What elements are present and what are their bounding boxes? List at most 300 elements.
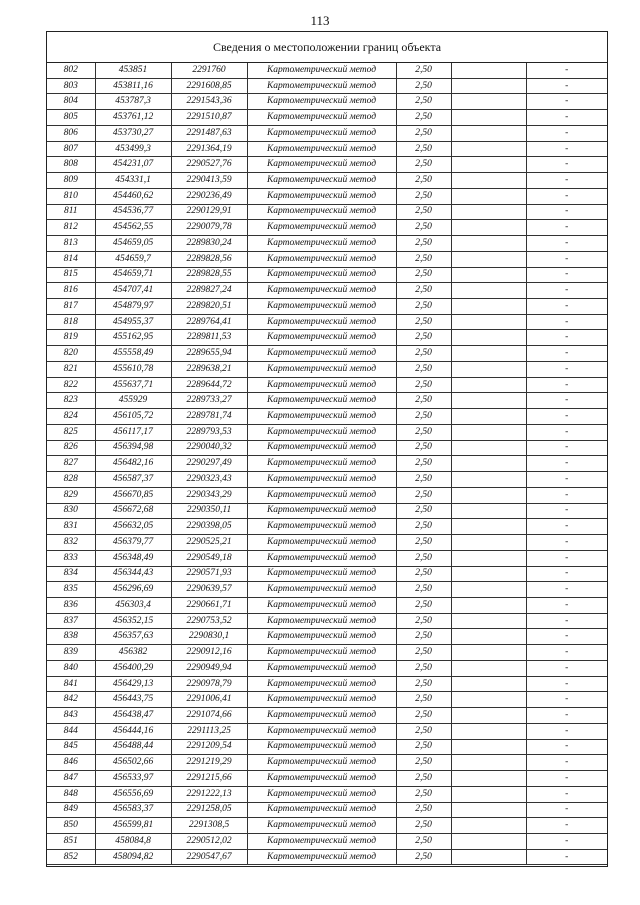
table-row: [47, 330, 607, 346]
method-cell: Картометрический метод: [247, 535, 396, 551]
accuracy-cell: 2,50: [396, 645, 451, 661]
description-cell: -: [526, 157, 607, 173]
method-cell: Картометрический метод: [247, 833, 396, 849]
x-coordinate-cell: 455558,49: [95, 346, 171, 362]
x-coordinate-cell: 453499,3: [95, 141, 171, 157]
table-row: [47, 110, 607, 126]
y-coordinate-cell: 2290527,76: [171, 157, 247, 173]
point-number-cell: 810: [47, 188, 95, 204]
y-coordinate-cell: 2290040,32: [171, 440, 247, 456]
method-cell: Картометрический метод: [247, 283, 396, 299]
method-cell: Картометрический метод: [247, 818, 396, 834]
y-coordinate-cell: 2291760: [171, 63, 247, 78]
table-row: [47, 802, 607, 818]
formula-cell: [451, 676, 526, 692]
table-row: [47, 220, 607, 236]
accuracy-cell: 2,50: [396, 393, 451, 409]
table-row: [47, 314, 607, 330]
point-number-cell: 806: [47, 125, 95, 141]
accuracy-cell: 2,50: [396, 361, 451, 377]
point-number-cell: 845: [47, 739, 95, 755]
description-cell: -: [526, 660, 607, 676]
x-coordinate-cell: 456488,44: [95, 739, 171, 755]
accuracy-cell: 2,50: [396, 346, 451, 362]
y-coordinate-cell: 2289655,94: [171, 346, 247, 362]
table-row: [47, 692, 607, 708]
point-number-cell: 848: [47, 786, 95, 802]
point-number-cell: 826: [47, 440, 95, 456]
accuracy-cell: 2,50: [396, 204, 451, 220]
accuracy-cell: 2,50: [396, 110, 451, 126]
y-coordinate-cell: 2290236,49: [171, 188, 247, 204]
page-number: 113: [310, 13, 330, 28]
formula-cell: [451, 503, 526, 519]
method-cell: Картометрический метод: [247, 849, 396, 865]
table-row: [47, 645, 607, 661]
y-coordinate-cell: 2289793,53: [171, 424, 247, 440]
table-row: [47, 519, 607, 535]
method-cell: Картометрический метод: [247, 267, 396, 283]
accuracy-cell: 2,50: [396, 629, 451, 645]
point-number-cell: 846: [47, 755, 95, 771]
point-number-cell: 852: [47, 849, 95, 865]
x-coordinate-cell: 453761,12: [95, 110, 171, 126]
description-cell: -: [526, 283, 607, 299]
y-coordinate-cell: 2291308,5: [171, 818, 247, 834]
formula-cell: [451, 692, 526, 708]
method-cell: Картометрический метод: [247, 456, 396, 472]
y-coordinate-cell: 2291219,29: [171, 755, 247, 771]
y-coordinate-cell: 2291543,36: [171, 94, 247, 110]
x-coordinate-cell: 456105,72: [95, 409, 171, 425]
formula-cell: [451, 818, 526, 834]
accuracy-cell: 2,50: [396, 173, 451, 189]
method-cell: Картометрический метод: [247, 629, 396, 645]
table-caption: Сведения о местоположении границ объекта: [47, 32, 607, 63]
formula-cell: [451, 330, 526, 346]
table-row: [47, 409, 607, 425]
boundary-table-frame: [46, 31, 608, 867]
accuracy-cell: 2,50: [396, 267, 451, 283]
method-cell: Картометрический метод: [247, 692, 396, 708]
accuracy-cell: 2,50: [396, 251, 451, 267]
table-row: [47, 849, 607, 865]
point-number-cell: 843: [47, 708, 95, 724]
point-number-cell: 836: [47, 597, 95, 613]
table-row: [47, 456, 607, 472]
accuracy-cell: 2,50: [396, 582, 451, 598]
x-coordinate-cell: 456296,69: [95, 582, 171, 598]
x-coordinate-cell: 455162,95: [95, 330, 171, 346]
formula-cell: [451, 314, 526, 330]
accuracy-cell: 2,50: [396, 503, 451, 519]
accuracy-cell: 2,50: [396, 236, 451, 252]
point-number-cell: 818: [47, 314, 95, 330]
x-coordinate-cell: 456533,97: [95, 771, 171, 787]
accuracy-cell: 2,50: [396, 786, 451, 802]
point-number-cell: 812: [47, 220, 95, 236]
formula-cell: [451, 125, 526, 141]
formula-cell: [451, 409, 526, 425]
table-row: [47, 424, 607, 440]
method-cell: Картометрический метод: [247, 613, 396, 629]
method-cell: Картометрический метод: [247, 346, 396, 362]
point-number-cell: 832: [47, 535, 95, 551]
accuracy-cell: 2,50: [396, 802, 451, 818]
table-row: [47, 786, 607, 802]
x-coordinate-cell: 454562,55: [95, 220, 171, 236]
y-coordinate-cell: 2290912,16: [171, 645, 247, 661]
table-row: [47, 377, 607, 393]
x-coordinate-cell: 454879,97: [95, 299, 171, 315]
x-coordinate-cell: 456400,29: [95, 660, 171, 676]
description-cell: -: [526, 393, 607, 409]
point-number-cell: 835: [47, 582, 95, 598]
description-cell: -: [526, 849, 607, 865]
y-coordinate-cell: 2289781,74: [171, 409, 247, 425]
accuracy-cell: 2,50: [396, 723, 451, 739]
accuracy-cell: 2,50: [396, 849, 451, 865]
y-coordinate-cell: 2290079,78: [171, 220, 247, 236]
method-cell: Картометрический метод: [247, 299, 396, 315]
x-coordinate-cell: 453851: [95, 63, 171, 78]
method-cell: Картометрический метод: [247, 487, 396, 503]
description-cell: -: [526, 723, 607, 739]
table-row: [47, 188, 607, 204]
point-number-cell: 830: [47, 503, 95, 519]
formula-cell: [451, 660, 526, 676]
description-cell: -: [526, 330, 607, 346]
accuracy-cell: 2,50: [396, 472, 451, 488]
accuracy-cell: 2,50: [396, 739, 451, 755]
table-row: [47, 818, 607, 834]
description-cell: -: [526, 629, 607, 645]
method-cell: Картометрический метод: [247, 582, 396, 598]
y-coordinate-cell: 2289638,21: [171, 361, 247, 377]
formula-cell: [451, 487, 526, 503]
point-number-cell: 838: [47, 629, 95, 645]
description-cell: -: [526, 220, 607, 236]
accuracy-cell: 2,50: [396, 409, 451, 425]
y-coordinate-cell: 2289827,24: [171, 283, 247, 299]
description-cell: -: [526, 739, 607, 755]
table-row: [47, 346, 607, 362]
y-coordinate-cell: 2289828,55: [171, 267, 247, 283]
accuracy-cell: 2,50: [396, 63, 451, 78]
formula-cell: [451, 299, 526, 315]
accuracy-cell: 2,50: [396, 818, 451, 834]
x-coordinate-cell: 456382: [95, 645, 171, 661]
accuracy-cell: 2,50: [396, 141, 451, 157]
formula-cell: [451, 645, 526, 661]
formula-cell: [451, 188, 526, 204]
description-cell: -: [526, 110, 607, 126]
point-number-cell: 824: [47, 409, 95, 425]
x-coordinate-cell: 456394,98: [95, 440, 171, 456]
description-cell: -: [526, 141, 607, 157]
x-coordinate-cell: 454659,05: [95, 236, 171, 252]
y-coordinate-cell: 2290323,43: [171, 472, 247, 488]
y-coordinate-cell: 2290129,91: [171, 204, 247, 220]
accuracy-cell: 2,50: [396, 566, 451, 582]
x-coordinate-cell: 456429,13: [95, 676, 171, 692]
method-cell: Картометрический метод: [247, 755, 396, 771]
accuracy-cell: 2,50: [396, 660, 451, 676]
method-cell: Картометрический метод: [247, 141, 396, 157]
description-cell: -: [526, 251, 607, 267]
formula-cell: [451, 141, 526, 157]
accuracy-cell: 2,50: [396, 456, 451, 472]
description-cell: -: [526, 550, 607, 566]
accuracy-cell: 2,50: [396, 550, 451, 566]
formula-cell: [451, 393, 526, 409]
description-cell: -: [526, 645, 607, 661]
y-coordinate-cell: 2290830,1: [171, 629, 247, 645]
accuracy-cell: 2,50: [396, 188, 451, 204]
x-coordinate-cell: 456670,85: [95, 487, 171, 503]
table-row: [47, 833, 607, 849]
accuracy-cell: 2,50: [396, 676, 451, 692]
point-number-cell: 819: [47, 330, 95, 346]
y-coordinate-cell: 2291209,54: [171, 739, 247, 755]
description-cell: -: [526, 818, 607, 834]
description-cell: -: [526, 346, 607, 362]
point-number-cell: 823: [47, 393, 95, 409]
point-number-cell: 829: [47, 487, 95, 503]
y-coordinate-cell: 2290639,57: [171, 582, 247, 598]
method-cell: Картометрический метод: [247, 566, 396, 582]
table-row: [47, 597, 607, 613]
method-cell: Картометрический метод: [247, 157, 396, 173]
x-coordinate-cell: 456632,05: [95, 519, 171, 535]
description-cell: -: [526, 676, 607, 692]
point-number-cell: 814: [47, 251, 95, 267]
point-number-cell: 844: [47, 723, 95, 739]
formula-cell: [451, 361, 526, 377]
point-number-cell: 807: [47, 141, 95, 157]
method-cell: Картометрический метод: [247, 771, 396, 787]
method-cell: Картометрический метод: [247, 503, 396, 519]
description-cell: -: [526, 833, 607, 849]
description-cell: -: [526, 188, 607, 204]
description-cell: -: [526, 755, 607, 771]
formula-cell: [451, 424, 526, 440]
description-cell: -: [526, 78, 607, 94]
y-coordinate-cell: 2291074,66: [171, 708, 247, 724]
point-number-cell: 804: [47, 94, 95, 110]
table-row: [47, 236, 607, 252]
x-coordinate-cell: 454955,37: [95, 314, 171, 330]
table-row: [47, 582, 607, 598]
table-row: [47, 723, 607, 739]
table-row: [47, 94, 607, 110]
description-cell: -: [526, 771, 607, 787]
y-coordinate-cell: 2289828,56: [171, 251, 247, 267]
method-cell: Картометрический метод: [247, 330, 396, 346]
description-cell: -: [526, 503, 607, 519]
y-coordinate-cell: 2290661,71: [171, 597, 247, 613]
formula-cell: [451, 550, 526, 566]
table-row: [47, 361, 607, 377]
point-number-cell: 850: [47, 818, 95, 834]
y-coordinate-cell: 2289820,51: [171, 299, 247, 315]
x-coordinate-cell: 454536,77: [95, 204, 171, 220]
table-row: [47, 267, 607, 283]
method-cell: Картометрический метод: [247, 173, 396, 189]
table-row: [47, 63, 607, 78]
point-number-cell: 827: [47, 456, 95, 472]
table-row: [47, 157, 607, 173]
method-cell: Картометрический метод: [247, 94, 396, 110]
description-cell: -: [526, 519, 607, 535]
x-coordinate-cell: 455610,78: [95, 361, 171, 377]
formula-cell: [451, 613, 526, 629]
table-row: [47, 708, 607, 724]
description-cell: -: [526, 597, 607, 613]
table-row: [47, 173, 607, 189]
x-coordinate-cell: 456344,43: [95, 566, 171, 582]
description-cell: -: [526, 613, 607, 629]
description-cell: -: [526, 94, 607, 110]
table-row: [47, 629, 607, 645]
point-number-cell: 805: [47, 110, 95, 126]
method-cell: Картометрический метод: [247, 424, 396, 440]
method-cell: Картометрический метод: [247, 739, 396, 755]
point-number-cell: 817: [47, 299, 95, 315]
description-cell: -: [526, 361, 607, 377]
x-coordinate-cell: 456357,63: [95, 629, 171, 645]
accuracy-cell: 2,50: [396, 377, 451, 393]
description-cell: -: [526, 472, 607, 488]
y-coordinate-cell: 2290549,18: [171, 550, 247, 566]
accuracy-cell: 2,50: [396, 440, 451, 456]
formula-cell: [451, 204, 526, 220]
accuracy-cell: 2,50: [396, 487, 451, 503]
x-coordinate-cell: 454231,07: [95, 157, 171, 173]
table-row: [47, 535, 607, 551]
x-coordinate-cell: 456587,37: [95, 472, 171, 488]
formula-cell: [451, 755, 526, 771]
method-cell: Картометрический метод: [247, 204, 396, 220]
x-coordinate-cell: 456117,17: [95, 424, 171, 440]
table-row: [47, 78, 607, 94]
method-cell: Картометрический метод: [247, 78, 396, 94]
table-row: [47, 613, 607, 629]
table-body: [47, 63, 607, 865]
x-coordinate-cell: 454659,7: [95, 251, 171, 267]
x-coordinate-cell: 455637,71: [95, 377, 171, 393]
accuracy-cell: 2,50: [396, 125, 451, 141]
method-cell: Картометрический метод: [247, 802, 396, 818]
x-coordinate-cell: 456444,16: [95, 723, 171, 739]
method-cell: Картометрический метод: [247, 676, 396, 692]
formula-cell: [451, 236, 526, 252]
formula-cell: [451, 723, 526, 739]
formula-cell: [451, 535, 526, 551]
coordinates-table: [47, 63, 607, 865]
y-coordinate-cell: 2289764,41: [171, 314, 247, 330]
method-cell: Картометрический метод: [247, 597, 396, 613]
formula-cell: [451, 110, 526, 126]
formula-cell: [451, 157, 526, 173]
description-cell: -: [526, 786, 607, 802]
x-coordinate-cell: 454707,41: [95, 283, 171, 299]
point-number-cell: 816: [47, 283, 95, 299]
method-cell: Картометрический метод: [247, 519, 396, 535]
method-cell: Картометрический метод: [247, 786, 396, 802]
method-cell: Картометрический метод: [247, 236, 396, 252]
x-coordinate-cell: 456556,69: [95, 786, 171, 802]
table-row: [47, 771, 607, 787]
formula-cell: [451, 346, 526, 362]
point-number-cell: 803: [47, 78, 95, 94]
table-row: [47, 125, 607, 141]
x-coordinate-cell: 455929: [95, 393, 171, 409]
accuracy-cell: 2,50: [396, 708, 451, 724]
point-number-cell: 821: [47, 361, 95, 377]
description-cell: -: [526, 267, 607, 283]
table-row: [47, 393, 607, 409]
table-row: [47, 660, 607, 676]
method-cell: Картометрический метод: [247, 251, 396, 267]
point-number-cell: 811: [47, 204, 95, 220]
point-number-cell: 815: [47, 267, 95, 283]
y-coordinate-cell: 2291510,87: [171, 110, 247, 126]
y-coordinate-cell: 2290512,02: [171, 833, 247, 849]
formula-cell: [451, 220, 526, 236]
table-row: [47, 251, 607, 267]
y-coordinate-cell: 2290753,52: [171, 613, 247, 629]
x-coordinate-cell: 456379,77: [95, 535, 171, 551]
point-number-cell: 834: [47, 566, 95, 582]
accuracy-cell: 2,50: [396, 78, 451, 94]
description-cell: -: [526, 692, 607, 708]
y-coordinate-cell: 2291006,41: [171, 692, 247, 708]
x-coordinate-cell: 454460,62: [95, 188, 171, 204]
point-number-cell: 842: [47, 692, 95, 708]
accuracy-cell: 2,50: [396, 833, 451, 849]
description-cell: -: [526, 802, 607, 818]
formula-cell: [451, 440, 526, 456]
x-coordinate-cell: 456482,16: [95, 456, 171, 472]
method-cell: Картометрический метод: [247, 550, 396, 566]
description-cell: -: [526, 487, 607, 503]
y-coordinate-cell: 2290571,93: [171, 566, 247, 582]
formula-cell: [451, 786, 526, 802]
formula-cell: [451, 173, 526, 189]
point-number-cell: 820: [47, 346, 95, 362]
method-cell: Картометрический метод: [247, 708, 396, 724]
y-coordinate-cell: 2291258,05: [171, 802, 247, 818]
method-cell: Картометрический метод: [247, 393, 396, 409]
y-coordinate-cell: 2290343,29: [171, 487, 247, 503]
formula-cell: [451, 629, 526, 645]
point-number-cell: 839: [47, 645, 95, 661]
table-row: [47, 566, 607, 582]
y-coordinate-cell: 2290547,67: [171, 849, 247, 865]
y-coordinate-cell: 2290297,49: [171, 456, 247, 472]
y-coordinate-cell: 2291222,13: [171, 786, 247, 802]
table-row: [47, 550, 607, 566]
formula-cell: [451, 377, 526, 393]
method-cell: Картометрический метод: [247, 723, 396, 739]
description-cell: -: [526, 314, 607, 330]
method-cell: Картометрический метод: [247, 125, 396, 141]
accuracy-cell: 2,50: [396, 330, 451, 346]
description-cell: -: [526, 440, 607, 456]
y-coordinate-cell: 2289644,72: [171, 377, 247, 393]
x-coordinate-cell: 456672,68: [95, 503, 171, 519]
